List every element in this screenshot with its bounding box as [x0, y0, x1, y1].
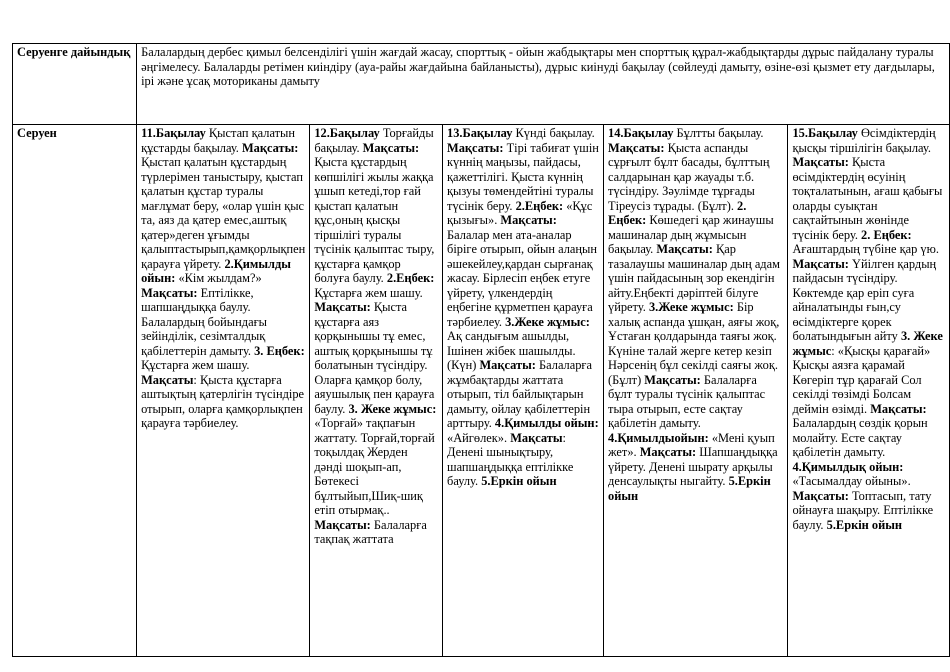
body-text: Балаларға бұлт туралы түсінік қалыптас тыра отырып, есте сақтау қабілетін дамыту.	[608, 372, 766, 430]
bold-label: 2.Еңбек:	[515, 198, 564, 213]
body-text: Балаларға тақпақ жаттата	[314, 517, 427, 546]
bold-label: 3.Жеке жұмыс:	[505, 314, 590, 329]
bold-label: Мақсаты:	[314, 517, 371, 532]
bold-label: Мақсаты:	[656, 242, 713, 256]
bold-label: Мақсаты:	[479, 358, 536, 372]
bold-label: Мақсаты	[141, 372, 194, 387]
body-text: Құстарға жем шашу.	[314, 285, 423, 300]
body-text: «Кім жылдам?»	[178, 271, 262, 285]
body-text: : Денені шынықтыру, шапшаңдыққа ептілікке баулу.	[447, 430, 574, 488]
body-text: Үйілген қардың пайдасын түсіндіру. Көктемде қар еріп суға айналатынды ғын,су өсімдіктерге қорек болатындығын айту	[792, 256, 937, 343]
bold-label: Мақсаты:	[141, 285, 198, 300]
cell-text	[447, 126, 599, 654]
walk-cell-11	[137, 125, 310, 657]
body-text: «Мені қуып жет».	[608, 430, 775, 459]
cell-text	[792, 126, 945, 654]
bold-label: Мақсаты:	[644, 372, 701, 387]
bold-label: 2.Қимылды ойын:	[141, 256, 291, 285]
bold-label: 3. Жеке жұмыс	[792, 329, 943, 358]
row-header-preparation: Серуенге дайындық	[13, 44, 137, 125]
bold-label: 4.Қимылдыойын:	[608, 430, 709, 445]
cell-text	[608, 126, 783, 654]
table-row	[13, 44, 950, 125]
bold-label: Мақсаты:	[314, 300, 371, 314]
body-text: Қыстап қалатын құстарды бақылау.	[141, 126, 295, 155]
body-text: Бұлтты бақылау.	[673, 126, 764, 140]
bold-label: Мақсаты:	[639, 445, 697, 459]
body-text: Балаларға жұмбақтарды жаттата отырып, тіл байлықтарын дамыту, ойлау қабілеттерін арттыру.	[447, 358, 593, 430]
body-text: Балалар мен ата-аналар бірігe отырып, ойын алаңын әшекейлеу,қардан сырғанақ жасау. Бірлесіп еңбек етуге үйрету, үлкендердің еңбегіне құрметпен қарауға тәрбиелеу.	[447, 227, 597, 329]
bold-label: 13.Бақылау	[447, 126, 513, 140]
body-text: Қыста аспанды сұрғылт бұлт басады, бұлттың салдарынан қар жауады т.б. түсіндіру. Зәулімде тұрғады Тіреусіз тұрады. (Бұлт).	[608, 140, 770, 213]
bold-label: Мақсаты:	[870, 401, 927, 416]
bold-label: Мақсаты:	[447, 140, 504, 155]
bold-label: Мақсаты:	[792, 488, 849, 503]
body-text: Қыста құстарға аяз қорқынышы тұ емес, аштық қорқынышы тұ болатынын түсіндіру. Оларға қамқор болу, аяушылық пен қарауға баулу.	[314, 300, 435, 416]
body-text: Өсімдіктердің қысқы тіршілігін бақылау.	[792, 126, 936, 155]
body-text: : Қыста құстарға аштықтың қатерлігін түсіндіре отырып, оларға қамқорлықпен қарауға тәрбиелеу.	[141, 372, 305, 430]
body-text: Қар тазалаушы машиналар дың адам үшін пайдасының зор екендігін айту.Еңбекті дәріптей білуге үйрету.	[608, 242, 780, 314]
bold-label: 3. Еңбек:	[254, 343, 305, 358]
bold-label: Мақсаты:	[608, 140, 665, 155]
bold-label: 4.Қимылдық ойын:	[792, 459, 904, 474]
body-text: Балалардың сөздік қорын молайту. Есте сақтау қабілетін дамыту.	[792, 416, 928, 459]
body-text: Көшедегі қар жинаушы машиналар дың жұмысын бақылау.	[608, 213, 774, 256]
bold-label: 11.Бақылау	[141, 126, 206, 140]
row-header-walk: Серуен	[13, 125, 137, 657]
walk-cell-12	[310, 125, 443, 657]
bold-label: Мақсаты:	[241, 140, 299, 155]
body-text: «Торғай» тақпағын жаттату. Торғай,торғай тоқылдақ Жерден дәнді шоқып-ап, Бөтекесі бұлтыйып,Шиқ-шиқ етіп отырмақ..	[314, 416, 435, 517]
bold-label: 4.Қимылды ойын:	[494, 416, 599, 430]
bold-label: 3.Жеке жұмыс:	[648, 300, 734, 314]
bold-label: Мақсаты:	[792, 256, 849, 271]
body-text: Ептілікке, шапшаңдыққа баулу. Балалардың бойындағы зейінділік, сезімталдық қабілеттерін дамыту.	[141, 285, 267, 358]
cell-text	[314, 126, 438, 654]
bold-label: Мақсаты	[510, 430, 563, 445]
cell-text	[141, 126, 305, 654]
body-text: «Тасымалдау ойыны».	[792, 474, 911, 488]
bold-label: 2.Еңбек:	[386, 271, 435, 285]
walk-cell-15	[788, 125, 950, 657]
bold-label: 5.Еркін ойын	[481, 474, 557, 488]
table-row	[13, 125, 950, 657]
body-text: Топтасып, тату ойнауға шақыру. Ептілікке баулу.	[792, 488, 934, 532]
bold-label: 2. Еңбек:	[861, 227, 912, 242]
bold-label: 14.Бақылау	[608, 126, 674, 140]
bold-label: Мақсаты:	[792, 155, 849, 169]
body-text: Қыста өсімдіктердің өсуінің тоқталатынын, ағаш қабығы оларды суықтан сақтайтынын жөнінде түсінік беру.	[792, 155, 943, 242]
bold-label: 2. Еңбек:	[608, 198, 747, 227]
plan-table	[12, 43, 950, 657]
body-text: Бір халық аспанда ұшқан, аяғы жоқ, Ұстаған қолдарында таяғы жоқ. Күніне талай жерге кетер кезіп Нәрсенің бұл секілді саяғы жоқ. (Бұлт)	[608, 300, 780, 387]
body-text: Ақ сандығым ашылды, Ішінен жібек шашылды. (Күн)	[447, 329, 576, 372]
body-text: Ағаштардың түбіне қар үю.	[792, 242, 939, 256]
body-text: Қыстап қалатын құстардың түрлерімен таныстыру, қыстап қалатын құстар туралы мағлұмат беру, «олар үшін қыс та, аяз да қатер емес,аштық қатер»деген ұғымды қалыптастырып,қамқорлықпен қарауға үйрету.	[141, 155, 306, 271]
walk-cell-13	[443, 125, 604, 657]
body-text: «Айгөлек».	[447, 430, 511, 445]
bold-label: 5.Еркін ойын	[608, 474, 771, 503]
bold-label: 15.Бақылау	[792, 126, 858, 140]
body-text: «Құс қызығы».	[447, 198, 593, 227]
body-text: Қыста құстардың көпшілігі жылы жаққа ұшып кетеді,тор ғай қыстап қалатын құс,оның қысқы тіршілігі туралы түсінік қалыптас тыру, құстарға қамқор болуға баулу.	[314, 155, 435, 285]
body-text: Құстарға жем шашу.	[141, 358, 250, 372]
bold-label: Мақсаты:	[362, 140, 420, 155]
bold-label: Мақсаты:	[500, 213, 557, 227]
body-text: Торғайды бақылау.	[314, 126, 434, 155]
bold-label: 12.Бақылау	[314, 126, 380, 140]
bold-label: 5.Еркін ойын	[826, 517, 903, 532]
body-text: Күнді бақылау.	[512, 126, 595, 140]
preparation-text: Балалардың дербес қимыл белсенділігі үшін жағдай жасау, спорттық - ойын жабдықтары мен спорттық құрал-жабдықтарды дұрыс пайдалану туралы әңгімелесу. Балаларды ретімен киіндіру (ауа-райы жағдайына байланысты), дұрыс киінуді бақылау (сөйлеуді дамыту, өзіне-өзі қызмет ету дағдылары, ірі және ұсақ моториканы дамыту	[137, 44, 950, 125]
bold-label: 3. Жеке жұмыс:	[348, 401, 437, 416]
walk-cell-14	[604, 125, 788, 657]
body-text: : «Қысқы қарағай» Қысқы аязға қарамай Көгеріп тұр қарағай Сол секілді төзімді Болсам деймін өзімді.	[792, 343, 931, 416]
body-text: Тірі табиғат үшін күннің маңызы, пайдасы, қажеттілігі. Қыста күннің қызуы төмендейтіні туралы түсінік беру.	[447, 140, 599, 213]
body-text: Шапшаңдыққа үйрету. Денені шырату арқылы денсаулықты ныгайту.	[608, 445, 778, 488]
